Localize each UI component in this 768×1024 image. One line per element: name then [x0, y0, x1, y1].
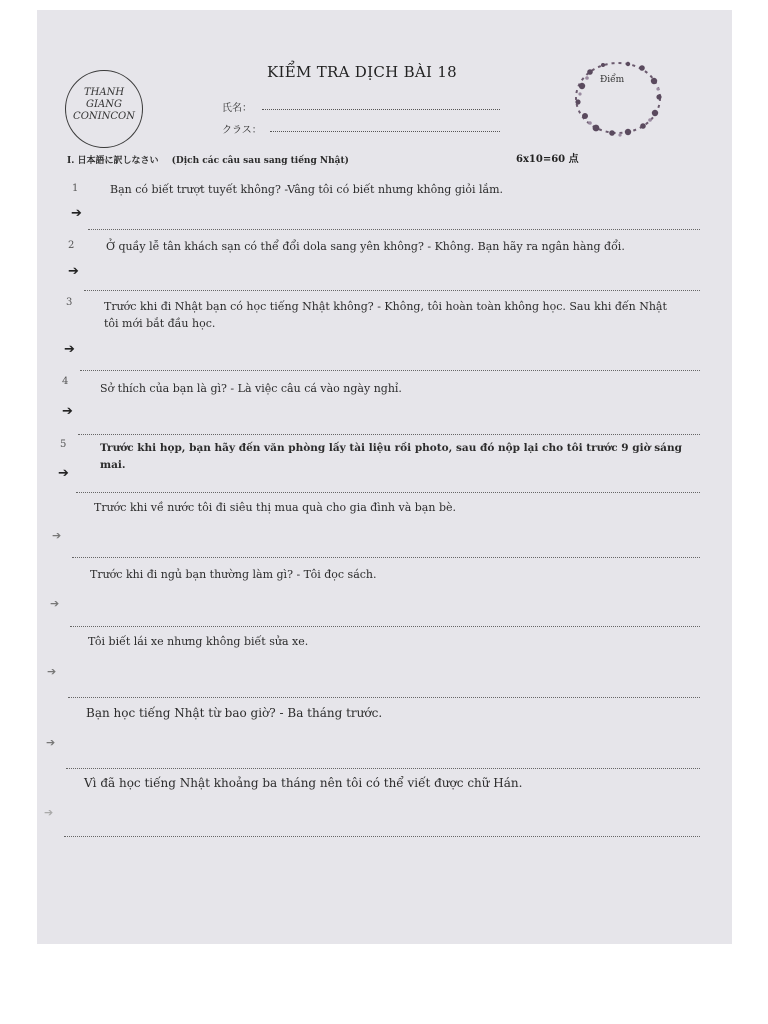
question-text: Trước khi họp, bạn hãy đến văn phòng lấy tài liệu rồi photo, sau đó nộp lại cho tôi trước 9 giờ sáng mai. — [100, 442, 682, 471]
section-hint: (Dịch các câu sau sang tiếng Nhật) — [171, 156, 349, 166]
question-text: Trước khi đi Nhật bạn có học tiếng Nhật không? - Không, tôi hoàn toàn không học. Sau khi đến Nhật tôi mới bắt đầu học. — [104, 300, 667, 330]
answer-arrow-icon: ➔ — [44, 806, 54, 819]
answer-arrow-icon: ➔ — [64, 342, 75, 357]
question-text: Tôi biết lái xe nhưng không biết sửa xe. — [88, 635, 309, 648]
answer-arrow-icon: ➔ — [46, 736, 56, 749]
question-text: Trước khi đi ngủ bạn thường làm gì? - Tôi đọc sách. — [90, 568, 377, 581]
score-label: Điểm — [600, 75, 625, 85]
question-number: 4 — [62, 376, 69, 387]
answer-arrow-icon: ➔ — [62, 404, 73, 419]
question-number: 5 — [60, 439, 67, 450]
question-number: 3 — [66, 297, 73, 308]
answer-arrow-icon: ➔ — [71, 206, 82, 221]
answer-line[interactable] — [88, 229, 700, 230]
answer-line[interactable] — [68, 697, 700, 698]
answer-line[interactable] — [70, 626, 700, 627]
page-title: KIỂM TRA DỊCH BÀI 18 — [267, 63, 458, 81]
score-wreath — [568, 56, 668, 140]
worksheet-paper — [37, 10, 732, 944]
question-text: Bạn học tiếng Nhật từ bao giờ? - Ba tháng trước. — [86, 706, 383, 720]
stamp-line: CONINCON — [73, 111, 135, 122]
question-text: Ở quầy lễ tân khách sạn có thể đổi dola sang yên không? - Không. Bạn hãy ra ngân hàng đổi. — [106, 240, 625, 253]
class-label: クラス： — [222, 125, 262, 136]
answer-line[interactable] — [84, 290, 700, 291]
answer-arrow-icon: ➔ — [50, 597, 60, 610]
name-field[interactable] — [262, 109, 500, 110]
question-number: 2 — [68, 240, 75, 251]
answer-line[interactable] — [78, 434, 700, 435]
answer-arrow-icon: ➔ — [58, 466, 69, 481]
answer-line[interactable] — [76, 492, 700, 493]
question-text: Bạn có biết trượt tuyết không? -Vâng tôi có biết nhưng không giỏi lắm. — [110, 183, 504, 196]
stamp-line: GIANG — [86, 99, 122, 110]
answer-line[interactable] — [66, 768, 700, 769]
teacher-stamp — [65, 70, 143, 148]
points-label: 6x10=60 点 — [516, 154, 579, 165]
section-title: I. 日本語に訳しなさい — [67, 156, 159, 166]
question-text: Trước khi về nước tôi đi siêu thị mua quà cho gia đình và bạn bè. — [94, 501, 456, 514]
question-text: Vì đã học tiếng Nhật khoảng ba tháng nên tôi có thể viết được chữ Hán. — [84, 776, 523, 790]
section-heading — [67, 153, 349, 166]
answer-arrow-icon: ➔ — [68, 264, 79, 279]
question-text: Sở thích của bạn là gì? - Là việc câu cá vào ngày nghỉ. — [100, 382, 402, 395]
answer-arrow-icon: ➔ — [47, 665, 57, 678]
answer-arrow-icon: ➔ — [52, 529, 62, 542]
class-field[interactable] — [270, 131, 500, 132]
answer-line[interactable] — [80, 370, 700, 371]
question-number: 1 — [72, 183, 79, 194]
answer-line[interactable] — [72, 557, 700, 558]
name-label: 氏名： — [222, 103, 252, 114]
answer-line[interactable] — [64, 836, 700, 837]
stamp-line: THANH — [83, 87, 125, 98]
